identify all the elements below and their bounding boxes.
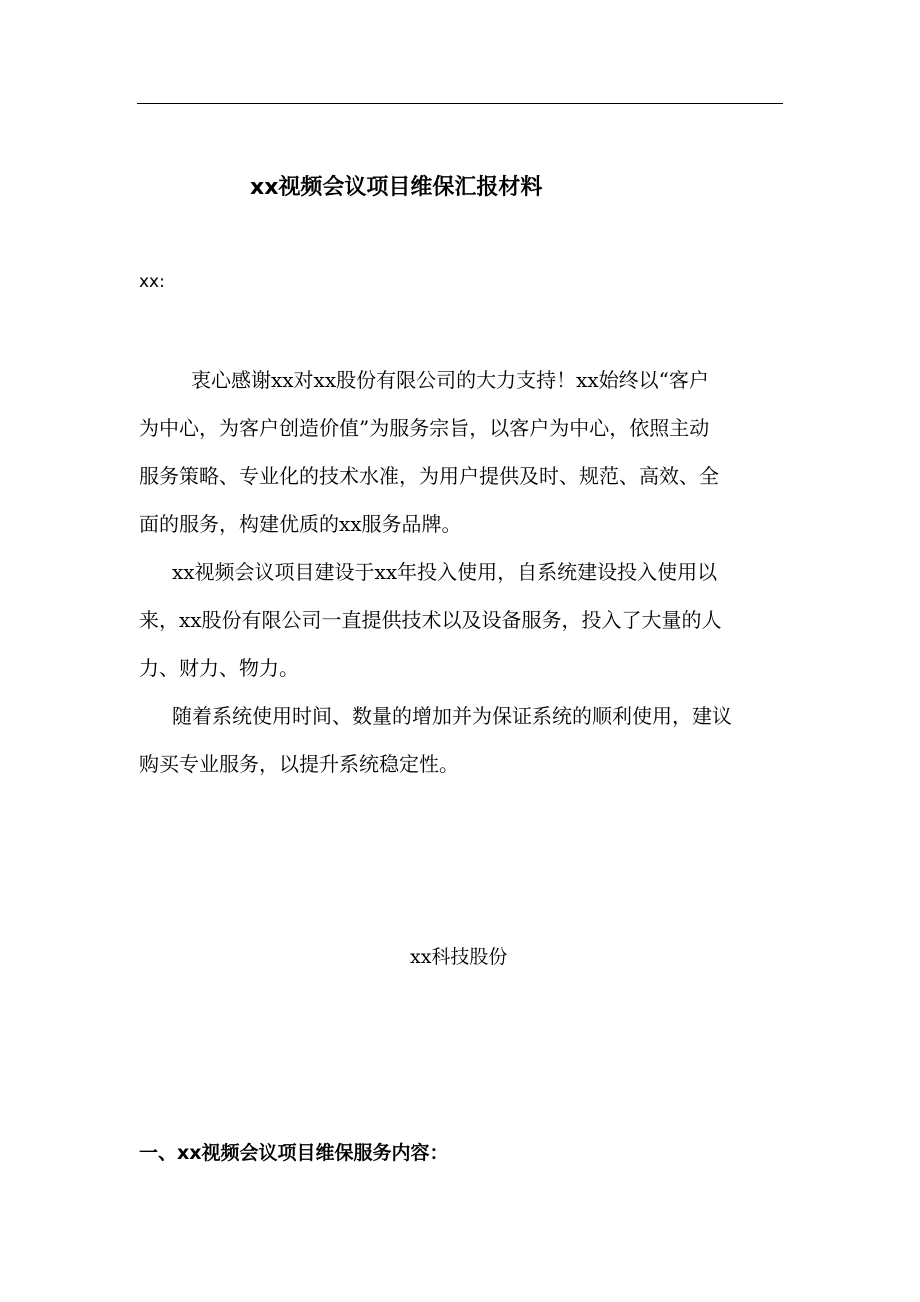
section-heading: 一、xx视频会议项目维保服务内容： [139,1142,449,1164]
paragraph-line: 服务策略、专业化的技术水准，为用户提供及时、规范、高效、全 [139,464,719,488]
paragraph-line: xx视频会议项目建设于xx年投入使用，自系统建设投入使用以 [172,560,718,584]
paragraph-thanks [139,356,781,548]
paragraph-line: 力、财力、物力。 [139,656,299,680]
paragraph-recommendation [139,692,781,788]
paragraph-line: 随着系统使用时间、数量的增加并为保证系统的顺利使用，建议 [172,704,732,728]
paragraph-line: 为中心，为客户创造价值”为服务宗旨，以客户为中心，依照主动 [139,416,710,440]
paragraph-line: 衷心感谢xx对xx股份有限公司的大力支持！xx始终以“客户 [191,368,709,392]
paragraph-line: 购买专业服务，以提升系统稳定性。 [139,752,459,776]
document-title: xx视频会议项目维保汇报材料 [250,175,543,200]
paragraph-line: 来，xx股份有限公司一直提供技术以及设备服务，投入了大量的人 [139,608,722,632]
header-rule [137,103,783,104]
paragraph-project-history [139,548,781,692]
signature: xx科技股份 [410,946,508,968]
salutation: xx: [139,272,165,292]
paragraph-line: 面的服务，构建优质的xx服务品牌。 [139,512,462,536]
